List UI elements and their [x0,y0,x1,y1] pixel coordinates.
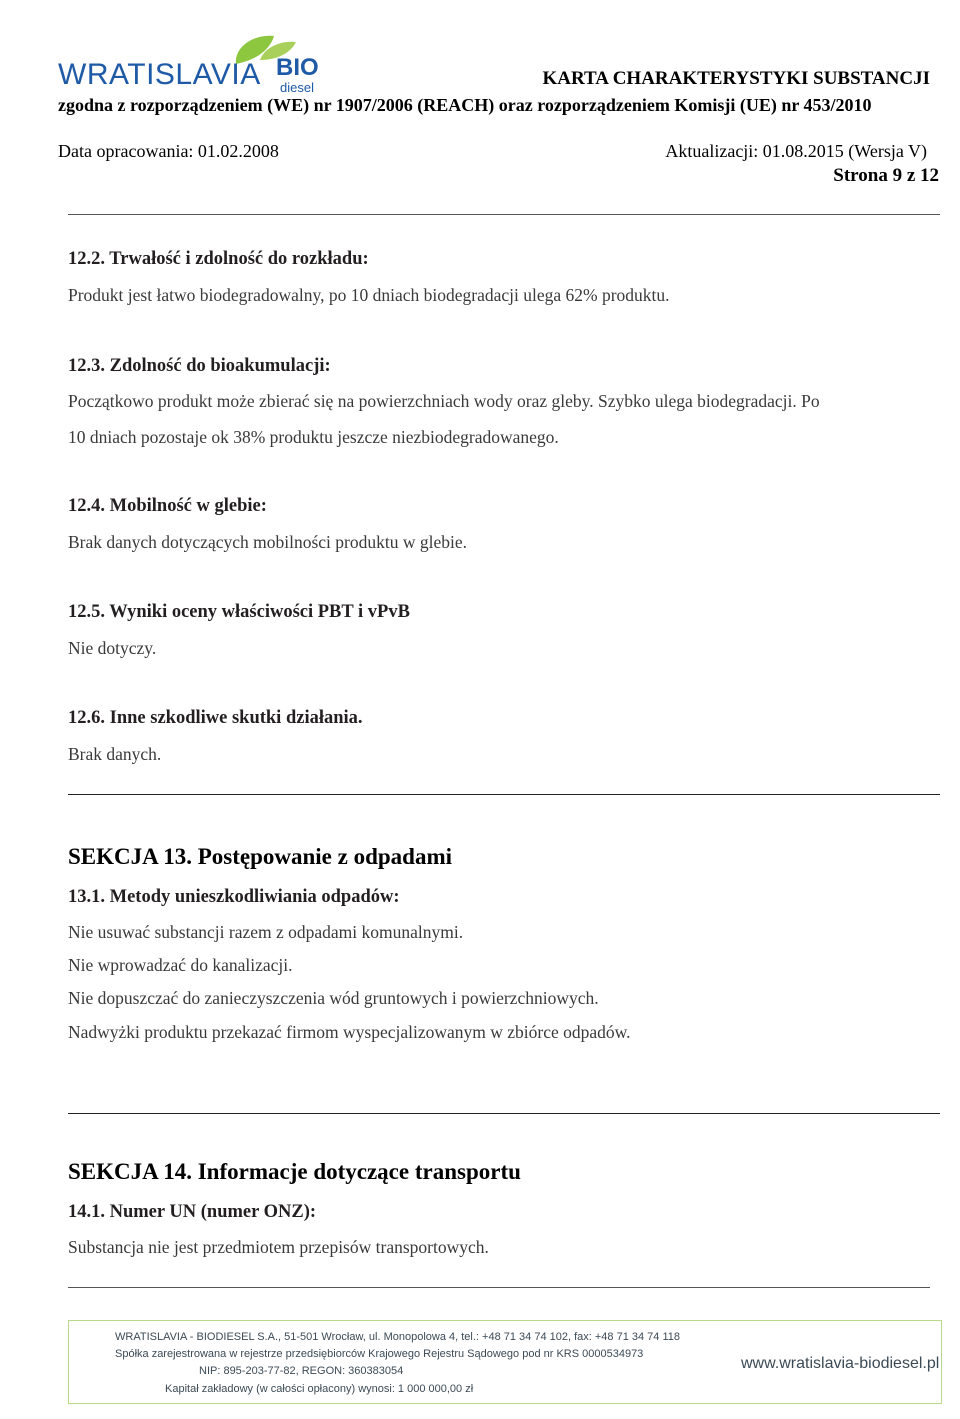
section-12-3-text-line-1: Początkowo produkt może zbierać się na powierzchniach wody oraz gleby. Szybko ulega biodegradacji. Po [68,391,820,411]
section-12-6-heading: 12.6. Inne szkodliwe skutki działania. [68,708,363,728]
date-updated: Aktualizacji: 01.08.2015 (Wersja V) [665,141,927,161]
section-12-2-text: Produkt jest łatwo biodegradowalny, po 10 dniach biodegradacji ulega 62% produktu. [68,285,670,305]
footer-divider [68,1287,930,1288]
section-12-3-heading: 12.3. Zdolność do bioakumulacji: [68,356,331,376]
section-13-heading: SEKCJA 13. Postępowanie z odpadami [68,844,453,869]
section-12-3-text-line-2: 10 dniach pozostaje ok 38% produktu jeszcze niezbiodegradowanego. [68,427,559,447]
section-divider [68,794,940,795]
footer-box [68,1320,942,1404]
section-14-1-heading: 14.1. Numer UN (numer ONZ): [68,1202,317,1222]
section-13-1-line-1: Nie usuwać substancji razem z odpadami komunalnymi. [68,922,464,942]
section-12-4-text: Brak danych dotyczących mobilności produktu w glebie. [68,532,467,552]
logo-brand-text: WRATISLAVIA [58,58,261,91]
section-12-4-heading: 12.4. Mobilność w glebie: [68,496,267,516]
logo-bio-text: BIO [276,54,319,81]
section-12-5-text: Nie dotyczy. [68,638,157,658]
section-12-6-text: Brak danych. [68,744,162,764]
company-logo [58,30,319,95]
date-created: Data opracowania: 01.02.2008 [58,141,279,161]
section-13-1-heading: 13.1. Metody unieszkodliwiania odpadów: [68,887,400,907]
regulation-subtitle: zgodna z rozporządzeniem (WE) nr 1907/2006 (REACH) oraz rozporządzeniem Komisji (UE) nr 453/2010 [58,95,872,115]
footer-line-registry: Spółka zarejestrowana w rejestrze przedsiębiorców Krajowego Rejestru Sądowego pod nr KRS 0000534973 [115,1348,644,1360]
header-divider [68,214,940,215]
section-14-heading: SEKCJA 14. Informacje dotyczące transportu [68,1159,521,1184]
document-title: KARTA CHARAKTERYSTYKI SUBSTANCJI [542,68,930,89]
footer-line-company: WRATISLAVIA - BIODIESEL S.A., 51-501 Wrocław, ul. Monopolowa 4, tel.: +48 71 34 74 102, fax: +48 71 34 74 118 [115,1331,680,1343]
section-13-1-line-3: Nie dopuszczać do zanieczyszczenia wód gruntowych i powierzchniowych. [68,988,599,1008]
footer-line-nip: NIP: 895-203-77-82, REGON: 360383054 [199,1365,404,1377]
section-13-1-line-2: Nie wprowadzać do kanalizacji. [68,955,293,975]
section-12-2-heading: 12.2. Trwałość i zdolność do rozkładu: [68,249,369,269]
footer-website-link[interactable]: www.wratislavia-biodiesel.pl [741,1355,940,1372]
section-13-1-line-4: Nadwyżki produktu przekazać firmom wyspecjalizowanym w zbiórce odpadów. [68,1022,631,1042]
section-divider [68,1113,940,1114]
logo-diesel-text: diesel [280,80,314,95]
section-12-5-heading: 12.5. Wyniki oceny właściwości PBT i vPvB [68,602,410,622]
section-14-1-text: Substancja nie jest przedmiotem przepisów transportowych. [68,1237,489,1257]
page-number: Strona 9 z 12 [833,165,939,186]
footer-line-capital: Kapitał zakładowy (w całości opłacony) wynosi: 1 000 000,00 zł [165,1383,474,1395]
